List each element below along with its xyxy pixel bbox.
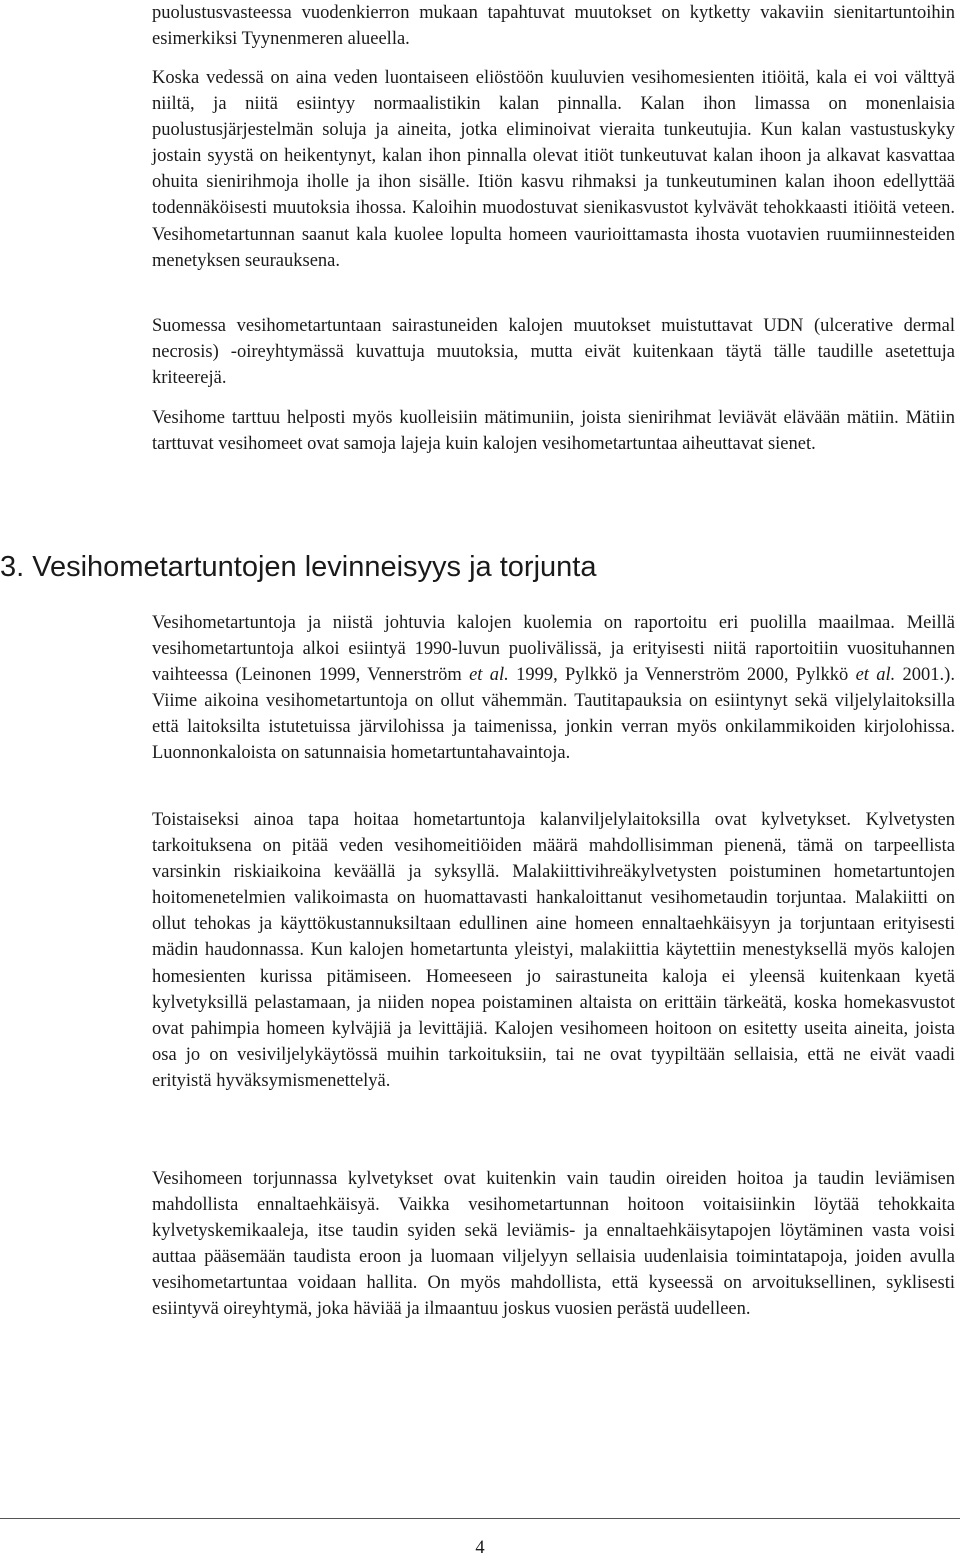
- paragraph-intro-continuation: puolustusvasteessa vuodenkierron mukaan tapahtuvat muutokset on kytketty vakaviin sienitartuntoihin esimerkiksi Tyynenmeren alueella.: [152, 3, 955, 50]
- paragraph-distribution-part-b: 1999, Pylkkö ja Vennerström 2000, Pylkkö: [508, 665, 856, 686]
- paragraph-treatment-baths: Toistaiseksi ainoa tapa hoitaa hometartuntoja kalanviljelylaitoksilla ovat kylvetykset. Kylvetysten tarkoituksena on pitää veden vesihomeitiöiden määrä mahdollisimman pienenä, tämä on tarpeellista varsinkin riskiaikoina keväällä ja syksyllä. Malakiittivihreäkylvetysten poistuminen hometartuntojen hoitomenetelmien valikoimasta on huomattavasti hankaloittanut vesihometaudin torjuntaa. Malakiitti on ollut tehokas ja käyttökustannuksiltaan edullinen aine homeen ennaltaehkäisyyn ja torjuntaan erityisesti mädin haudonnassa. Kun kalojen hometartunta yleistyi, malakiittia käytettiin menestyksellä myös kalojen homesienten kurissa pitämiseen. Homeeseen jo sairastuneita kaloja ei yleensä kuitenkaan kyetä kylvetyksillä pelastamaan, ja niiden nopea poistaminen altaista on erittäin tärkeätä, koska homekasvustot ovat pahimpia homeen kylväjiä ja levittäjiä. Kalojen vesihomeen hoitoon on esitetty useita aineita, joista osa jo on vesiviljelykäytössä muihin tarkoituksiin, tai ne ovat tyypiltään sellaisia, että ne eivät vaadi erityistä hyväksymismenettelyä.: [152, 810, 955, 1091]
- paragraph-distribution-part-c: 2001.). Viime aikoina vesihometartuntoja on ollut vähemmän. Tautitapauksia on esiintynyt sekä viljelylaitoksilla että laitoksilta istutetuissa järvilohissa ja taimenissa, jonkin verran myös onkilammikoiden kirjolohissa. Luonnonkaloista on satunnaisia hometartuntahavaintoja.: [152, 665, 955, 764]
- paragraph-spores: Koska vedessä on aina veden luontaiseen eliöstöön kuuluvien vesihomesienten itiöitä, kala ei voi välttyä niiltä, ja niitä esiintyy normaalistikin kalan pinnalla. Kalan ihon limassa on monenlaisia puolustusjärjestelmän soluja ja aineita, jotka eliminoivat vieraita tunkeutujia. Kun kalan vastustuskyky jostain syystä on heikentynyt, kalan ihon pinnalla olevat itiöt tunkeutuvat kalan ihoon ja alkavat kasvattaa ohuita sienirihmoja iholle ja ihon sisälle. Itiön kasvu rihmaksi ja tunkeutuminen kalan ihoon edellyttää todennäköisesti muutoksia ihossa. Kaloihin muodostuvat sienikasvustot kylvävät tehokkaasti itiöitä veteen. Vesihometartunnan saanut kala kuolee lopulta homeen vaurioittamasta ihosta vuotavien ruumiinnesteiden menetyksen seurauksena.: [152, 68, 955, 271]
- paragraph-udn: Suomessa vesihometartuntaan sairastuneiden kalojen muutokset muistuttavat UDN (ulcerative dermal necrosis) -oireyhtymässä kuvattuja muutoksia, mutta eivät kuitenkaan täytä tälle taudille asetettuja kriteerejä.: [152, 316, 955, 389]
- paragraph-control: Vesihomeen torjunnassa kylvetykset ovat kuitenkin vain taudin oireiden hoitoa ja taudin leviämisen mahdollista ennaltaehkäisyä. Vaikka vesihometartunnan hoitoon voitaisiinkin löytää tehokkaita kylvetyskemikaaleja, itse taudin syiden sekä leviämis- ja ennaltaehkäisytapojen löytäminen vasta voisi auttaa pääsemään taudista eroon ja luomaan viljelyyn sellaisia uudenlaisia toimintatapoja, joiden avulla vesihometartuntaa voidaan hallita. On myös mahdollista, että kyseessä on arvoituksellinen, syklisesti esiintyvä oireyhtymä, joka häviää ja ilmaantuu joskus vuosien perästä uudelleen.: [152, 1169, 955, 1320]
- page-number: 4: [475, 1538, 485, 1558]
- paragraph-roe: Vesihome tarttuu helposti myös kuolleisiin mätimuniin, joista sienirihmat leviävät elävään mätiin. Mätiin tarttuvat vesihomeet ovat samoja lajeja kuin kalojen vesihometartuntaa aiheuttavat sienet.: [152, 408, 955, 455]
- section-heading: 3. Vesihometartuntojen levinneisyys ja torjunta: [0, 551, 597, 583]
- paragraph-distribution-part-a: Vesihometartuntoja ja niistä johtuvia kalojen kuolemia on raportoitu eri puolilla maailmaa. Meillä vesihometartuntoja alkoi esiintyä 1990-luvun puolivälissä, ja erityisesti niitä raportoitiin vuosituhannen vaihteessa (Leinonen 1999, Vennerström: [152, 613, 955, 686]
- paragraph-distribution: [152, 610, 955, 767]
- citation-et-al: et al.: [469, 665, 509, 686]
- citation-et-al: et al.: [855, 665, 896, 686]
- footer-divider: [0, 1518, 960, 1519]
